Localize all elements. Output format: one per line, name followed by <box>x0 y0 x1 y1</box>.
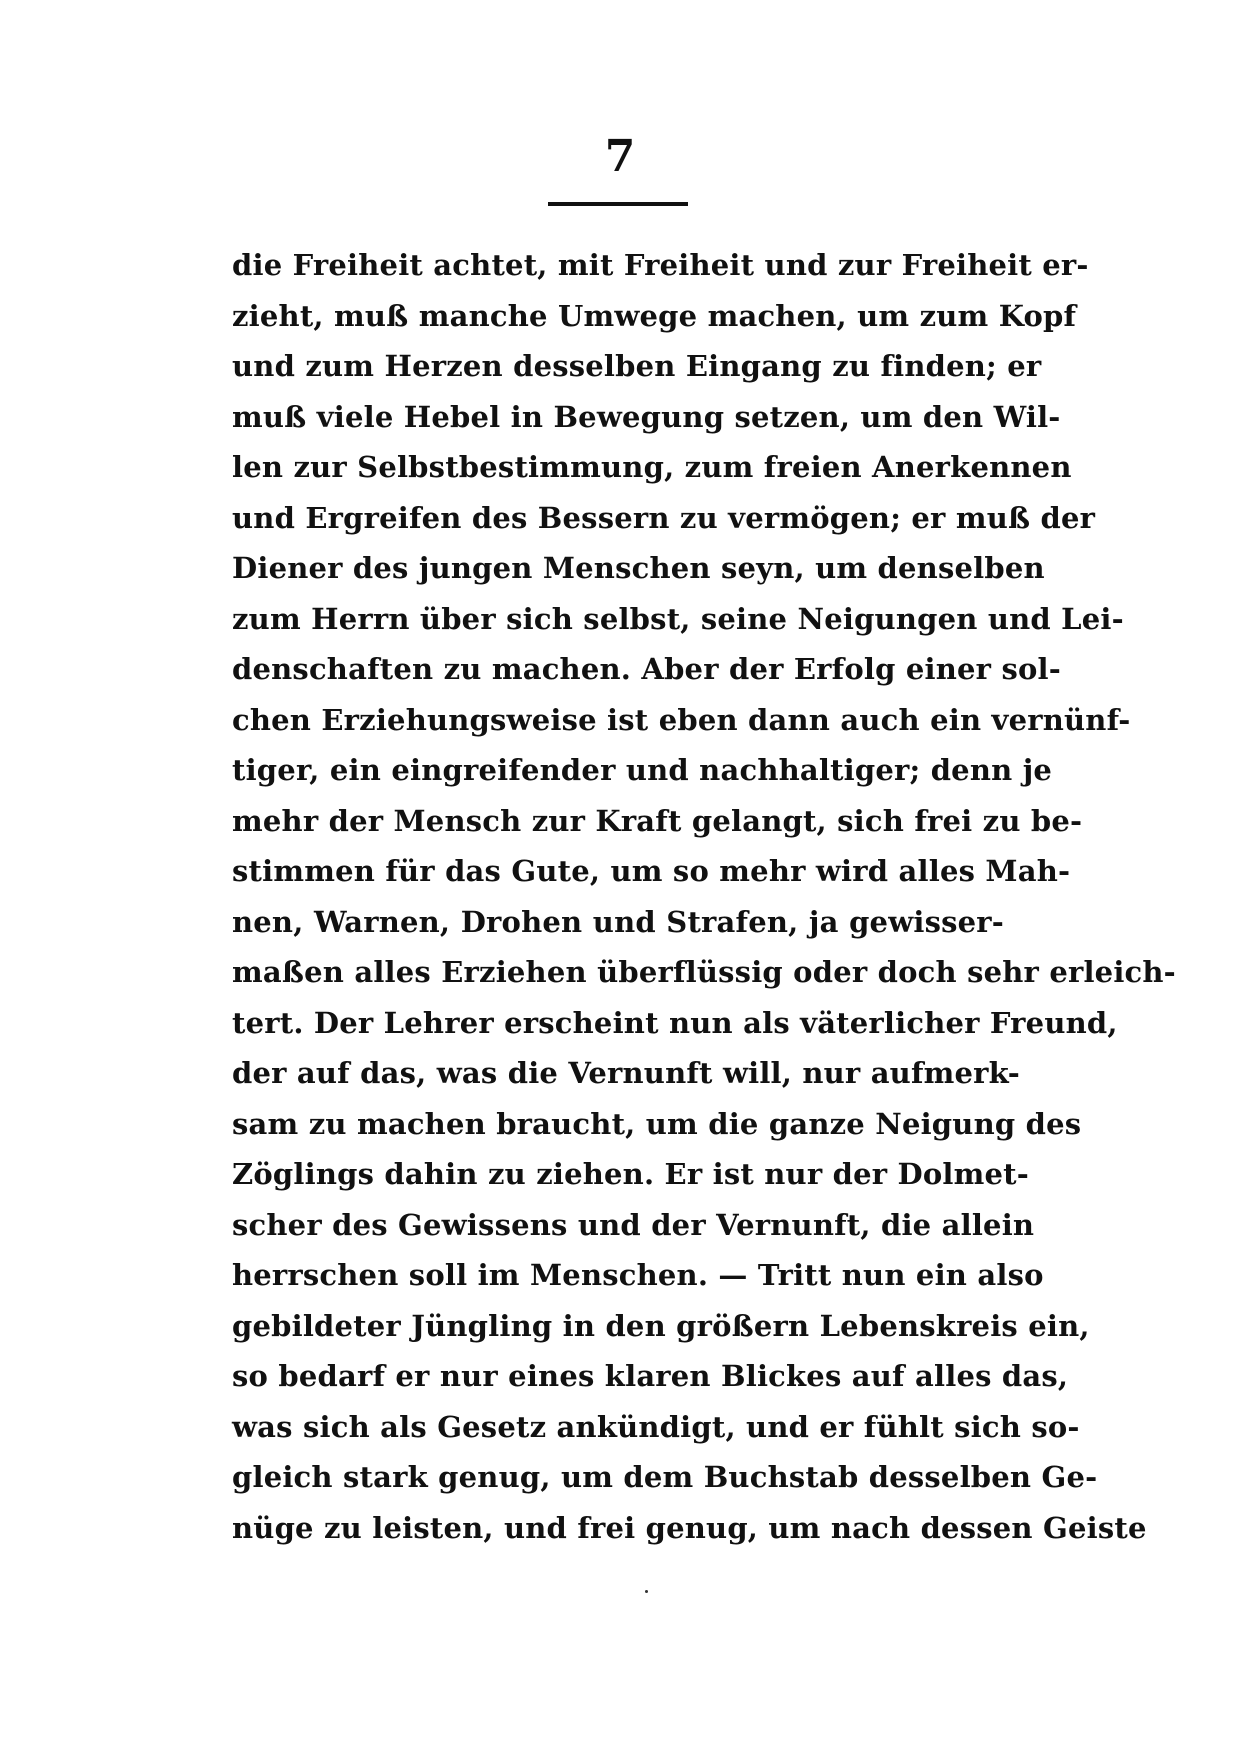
text-line: Diener des jungen Menschen seyn, um denselben <box>232 551 1045 585</box>
text-line: tert. Der Lehrer erscheint nun als väterlicher Freund, <box>232 1005 1118 1040</box>
text-line: die Freiheit achtet, mit Freiheit und zur Freiheit er- <box>232 248 1089 282</box>
text-line: nüge zu leisten, und frei genug, um nach dessen Geiste <box>232 1510 1147 1545</box>
body-text <box>232 240 1176 1553</box>
text-line: len zur Selbstbestimmung, zum freien Anerkennen <box>232 450 1072 484</box>
print-speck <box>645 1590 648 1593</box>
text-line: mehr der Mensch zur Kraft gelangt, sich frei zu be- <box>232 803 1083 838</box>
text-line: gleich stark genug, um dem Buchstab desselben Ge- <box>232 1460 1098 1494</box>
header-rule <box>548 202 688 206</box>
text-line: denschaften zu machen. Aber der Erfolg einer sol- <box>232 652 1061 686</box>
text-line: scher des Gewissens und der Vernunft, die allein <box>232 1207 1035 1242</box>
text-line: nen, Warnen, Drohen und Strafen, ja gewisser- <box>232 904 1004 939</box>
text-line: zum Herrn über sich selbst, seine Neigungen und Lei- <box>232 601 1124 636</box>
text-line: muß viele Hebel in Bewegung setzen, um den Wil- <box>232 399 1061 434</box>
text-line: tiger, ein eingreifender und nachhaltiger; denn je <box>232 753 1053 787</box>
text-line: und Ergreifen des Bessern zu vermögen; er muß der <box>232 500 1096 535</box>
text-line: chen Erziehungsweise ist eben dann auch ein vernünf- <box>232 702 1131 737</box>
text-line: sam zu machen braucht, um die ganze Neigung des <box>232 1106 1082 1141</box>
text-line: maßen alles Erziehen überflüssig oder doch sehr erleich- <box>232 955 1176 989</box>
text-line: zieht, muß manche Umwege machen, um zum Kopf <box>232 298 1077 333</box>
text-line: so bedarf er nur eines klaren Blickes auf alles das, <box>232 1359 1069 1393</box>
page-number: 7 <box>604 131 636 182</box>
text-line: gebildeter Jüngling in den größern Lebenskreis ein, <box>232 1308 1090 1343</box>
text-line: herrschen soll im Menschen. — Tritt nun ein also <box>232 1258 1044 1292</box>
text-line: stimmen für das Gute, um so mehr wird alles Mah- <box>232 854 1071 888</box>
text-line: und zum Herzen desselben Eingang zu finden; er <box>232 349 1042 383</box>
text-line: Zöglings dahin zu ziehen. Er ist nur der Dolmet- <box>232 1157 1029 1191</box>
text-line: der auf das, was die Vernunft will, nur aufmerk- <box>232 1056 1021 1090</box>
text-line: was sich als Gesetz ankündigt, und er fühlt sich so- <box>232 1409 1080 1444</box>
